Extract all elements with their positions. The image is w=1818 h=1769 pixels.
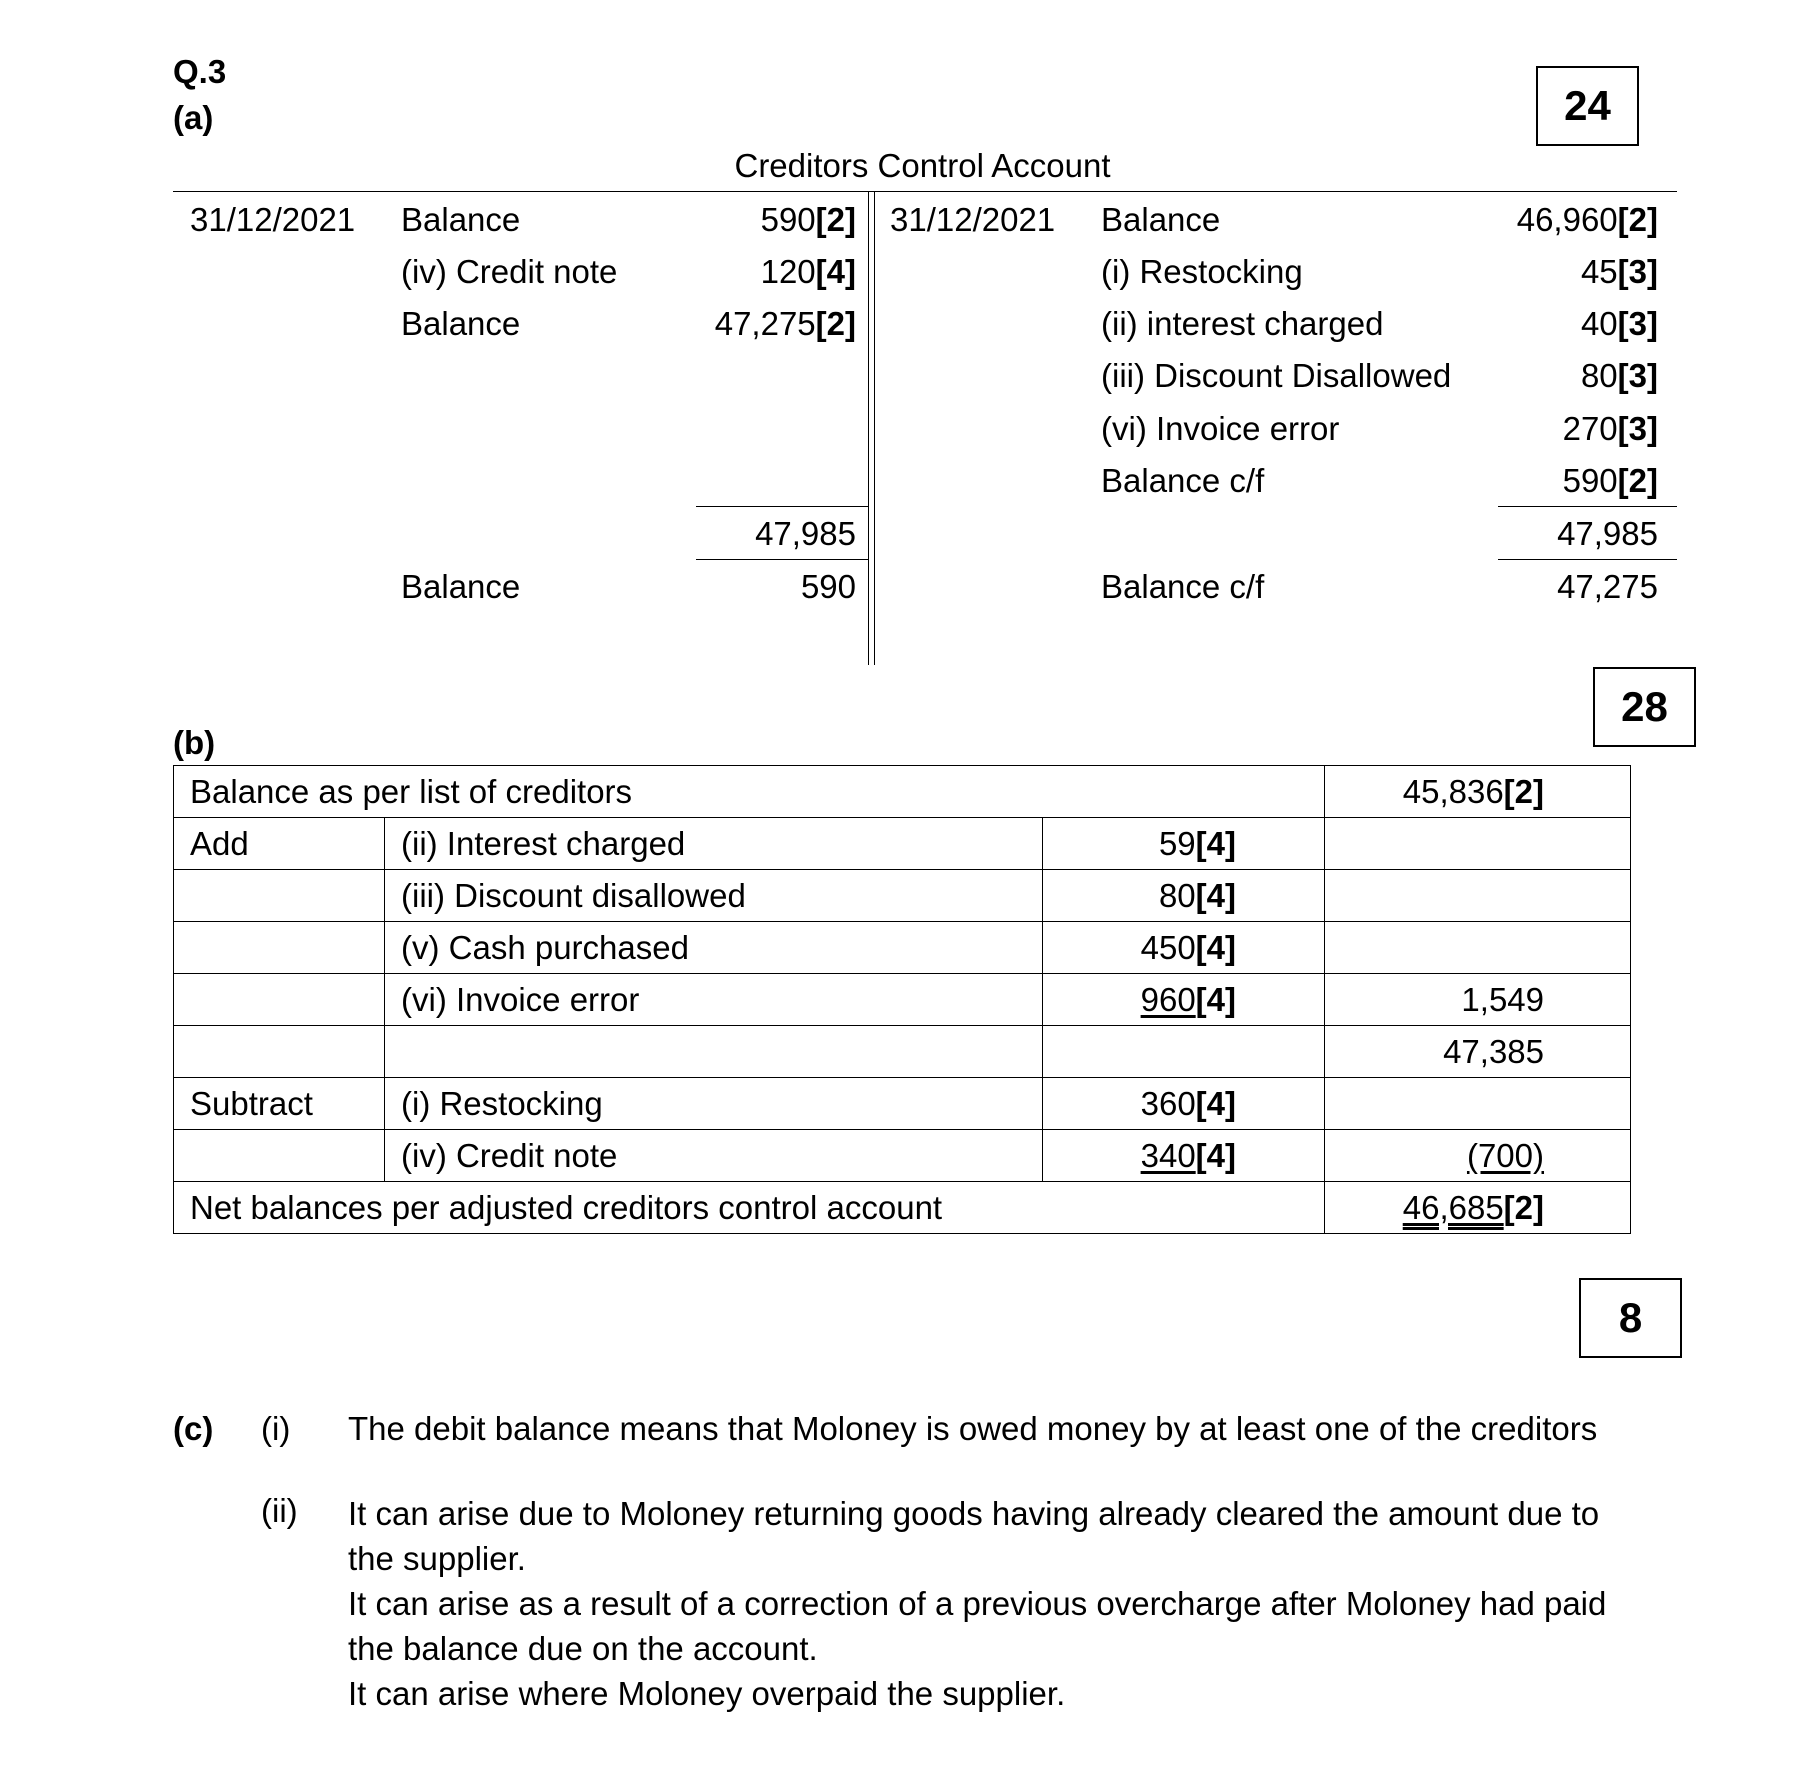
subtotal: 47,385 xyxy=(1325,1026,1631,1078)
table-row xyxy=(174,1026,1631,1078)
add-amount-cell xyxy=(1043,818,1325,870)
part-c-ii-line: the balance due on the account. xyxy=(348,1630,818,1667)
debit-detail: Balance xyxy=(401,201,521,238)
credit-amount-value: 40 xyxy=(1580,305,1618,342)
subtract-amount-cell xyxy=(1043,1130,1325,1182)
credit-detail: Balance xyxy=(1101,201,1221,238)
debit-mark: [2] xyxy=(815,305,856,342)
debit-amount xyxy=(761,200,856,240)
marks-box-c xyxy=(1579,1278,1682,1358)
debit-mark: [2] xyxy=(815,201,856,238)
part-a-label: (a) xyxy=(173,99,214,136)
opening-amount: 45,836 xyxy=(1402,772,1504,810)
closing-amount: 46,685 xyxy=(1402,1188,1504,1226)
add-amount-cell xyxy=(1043,974,1325,1026)
empty-cell xyxy=(174,870,385,922)
empty-cell xyxy=(174,922,385,974)
debit-amount-value: 590 xyxy=(760,201,816,238)
debit-amount-value: 120 xyxy=(760,253,816,290)
credit-mark: [3] xyxy=(1617,357,1658,394)
subtract-label: Subtract xyxy=(174,1078,385,1130)
add-item: (iii) Discount disallowed xyxy=(385,870,1043,922)
table-row xyxy=(174,1130,1631,1182)
part-b-label: (b) xyxy=(173,724,216,761)
credit-amount-value: 590 xyxy=(1562,462,1618,499)
credit-amount xyxy=(1563,461,1658,501)
part-c-ii-label: (ii) xyxy=(261,1492,298,1529)
marks-box-a xyxy=(1536,66,1639,146)
subtract-amount: 360 xyxy=(1140,1084,1196,1122)
part-c-ii-answer xyxy=(348,1491,1606,1716)
credit-detail: (ii) interest charged xyxy=(1101,305,1384,342)
closing-mark: [2] xyxy=(1503,1188,1545,1226)
credit-detail: (iii) Discount Disallowed xyxy=(1101,357,1452,394)
debit-total-rule-bottom xyxy=(696,559,868,560)
empty-cell xyxy=(1325,1078,1631,1130)
debit-total: 47,985 xyxy=(755,515,856,552)
add-amount: 80 xyxy=(1158,876,1196,914)
add-mark: [4] xyxy=(1195,876,1237,914)
table-row xyxy=(174,1078,1631,1130)
part-c-i-text: The debit balance means that Moloney is owed money by at least one of the creditors xyxy=(348,1410,1598,1447)
credit-amount xyxy=(1581,304,1658,344)
credit-mark: [2] xyxy=(1617,462,1658,499)
debit-total-rule-top xyxy=(696,506,868,507)
debit-after-amount: 590 xyxy=(800,568,856,605)
credit-amount xyxy=(1581,252,1658,292)
empty-cell xyxy=(385,1026,1043,1078)
add-total: 1,549 xyxy=(1325,974,1631,1026)
credit-amount-value: 46,960 xyxy=(1516,201,1618,238)
part-c-ii-line: It can arise where Moloney overpaid the supplier. xyxy=(348,1675,1066,1712)
subtract-mark: [4] xyxy=(1195,1136,1237,1174)
ledger-title: Creditors Control Account xyxy=(734,147,1111,184)
credit-total-rule-bottom xyxy=(1498,559,1677,560)
empty-cell xyxy=(1325,870,1631,922)
debit-detail: (iv) Credit note xyxy=(401,253,618,290)
debit-date: 31/12/2021 xyxy=(190,201,356,238)
add-item: (v) Cash purchased xyxy=(385,922,1043,974)
table-row xyxy=(174,870,1631,922)
credit-amount-value: 45 xyxy=(1580,253,1618,290)
part-c-ii-line: It can arise due to Moloney returning goods having already cleared the amount due to xyxy=(348,1495,1600,1532)
subtract-total: (700) xyxy=(1466,1136,1545,1174)
table-row xyxy=(174,974,1631,1026)
opening-mark: [2] xyxy=(1503,772,1545,810)
subtract-item: (iv) Credit note xyxy=(385,1130,1043,1182)
credit-amount xyxy=(1581,356,1658,396)
add-amount: 59 xyxy=(1158,824,1196,862)
add-mark: [4] xyxy=(1195,980,1237,1018)
subtract-mark: [4] xyxy=(1195,1084,1237,1122)
add-amount: 450 xyxy=(1140,928,1196,966)
empty-cell xyxy=(1325,818,1631,870)
table-row xyxy=(174,818,1631,870)
empty-cell xyxy=(174,1026,385,1078)
table-row xyxy=(174,922,1631,974)
debit-amount-value: 47,275 xyxy=(714,305,816,342)
table-row xyxy=(174,766,1631,818)
subtract-item: (i) Restocking xyxy=(385,1078,1043,1130)
closing-label: Net balances per adjusted creditors control account xyxy=(174,1182,1325,1234)
opening-amount-cell xyxy=(1325,766,1631,818)
debit-detail: Balance xyxy=(401,305,521,342)
credit-total-rule-top xyxy=(1498,506,1677,507)
debit-after-detail: Balance xyxy=(401,568,521,605)
debit-mark: [4] xyxy=(815,253,856,290)
add-mark: [4] xyxy=(1195,928,1237,966)
add-amount-cell xyxy=(1043,922,1325,974)
subtract-amount: 340 xyxy=(1140,1136,1196,1174)
credit-after-detail: Balance c/f xyxy=(1101,568,1265,605)
debit-amount xyxy=(761,252,856,292)
opening-label: Balance as per list of creditors xyxy=(174,766,1325,818)
question-number: Q.3 xyxy=(173,53,227,90)
credit-detail: (i) Restocking xyxy=(1101,253,1303,290)
table-row xyxy=(174,1182,1631,1234)
part-c-i-label: (i) xyxy=(261,1410,291,1447)
credit-amount xyxy=(1563,409,1658,449)
credit-total: 47,985 xyxy=(1557,515,1658,552)
empty-cell xyxy=(1043,1026,1325,1078)
credit-amount-value: 270 xyxy=(1562,410,1618,447)
subtract-total-cell xyxy=(1325,1130,1631,1182)
credit-after-amount: 47,275 xyxy=(1557,568,1658,605)
credit-date: 31/12/2021 xyxy=(890,201,1056,238)
add-amount-cell xyxy=(1043,870,1325,922)
empty-cell xyxy=(1325,922,1631,974)
credit-mark: [3] xyxy=(1617,410,1658,447)
add-item: (ii) Interest charged xyxy=(385,818,1043,870)
part-c-ii-line: It can arise as a result of a correction of a previous overcharge after Moloney had paid xyxy=(348,1585,1607,1622)
marks-a-value: 24 xyxy=(1564,82,1611,129)
credit-detail: (vi) Invoice error xyxy=(1101,410,1340,447)
debit-amount xyxy=(715,304,856,344)
add-item: (vi) Invoice error xyxy=(385,974,1043,1026)
ledger-divider-left xyxy=(868,191,869,665)
marks-box-b xyxy=(1593,667,1696,747)
marks-b-value: 28 xyxy=(1621,683,1668,730)
marks-c-value: 8 xyxy=(1618,1294,1643,1341)
credit-amount-value: 80 xyxy=(1580,357,1618,394)
part-c-ii-line: the supplier. xyxy=(348,1540,526,1577)
reconciliation-table xyxy=(173,765,1631,1234)
credit-mark: [2] xyxy=(1617,201,1658,238)
subtract-amount-cell xyxy=(1043,1078,1325,1130)
empty-cell xyxy=(174,1130,385,1182)
closing-amount-cell xyxy=(1325,1182,1631,1234)
ledger-top-rule xyxy=(173,191,1677,192)
credit-mark: [3] xyxy=(1617,305,1658,342)
part-c-label: (c) xyxy=(173,1410,214,1447)
credit-mark: [3] xyxy=(1617,253,1658,290)
add-amount: 960 xyxy=(1140,980,1196,1018)
empty-cell xyxy=(174,974,385,1026)
add-label: Add xyxy=(174,818,385,870)
ledger-divider-right xyxy=(874,191,875,665)
add-mark: [4] xyxy=(1195,824,1237,862)
credit-detail: Balance c/f xyxy=(1101,462,1265,499)
credit-amount xyxy=(1517,200,1658,240)
